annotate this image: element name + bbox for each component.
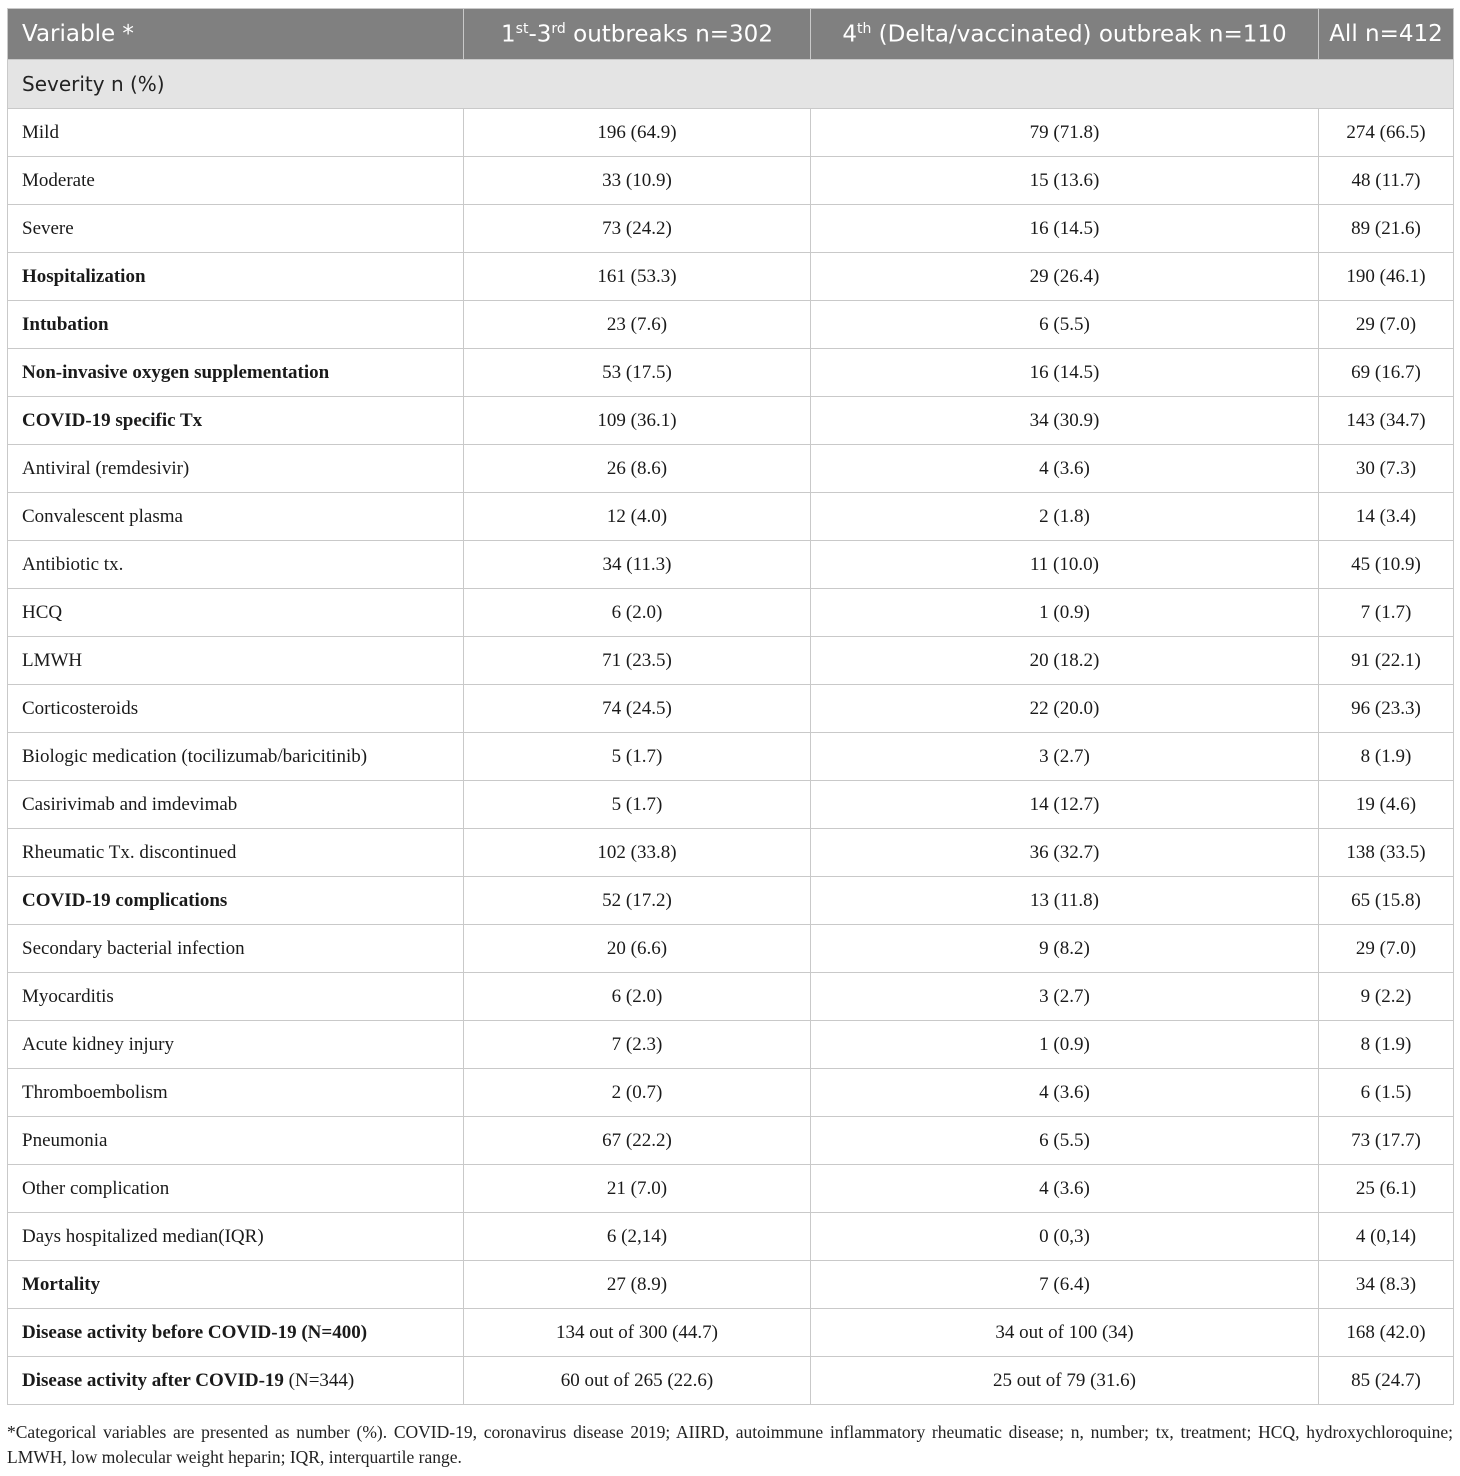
row-label: Disease activity before COVID-19 (N=400) <box>8 1309 464 1357</box>
table-row <box>8 925 1454 973</box>
cell-outbreak-4: 15 (13.6) <box>811 157 1319 205</box>
row-label: Antiviral (remdesivir) <box>8 445 464 493</box>
results-table-container <box>7 8 1453 1405</box>
cell-all: 6 (1.5) <box>1319 1069 1454 1117</box>
row-label: HCQ <box>8 589 464 637</box>
row-label: Convalescent plasma <box>8 493 464 541</box>
cell-outbreak-4: 1 (0.9) <box>811 1021 1319 1069</box>
cell-outbreaks-1-3: 6 (2.0) <box>464 589 811 637</box>
cell-all: 190 (46.1) <box>1319 253 1454 301</box>
table-footnote: *Categorical variables are presented as number (%). COVID-19, coronavirus disease 2019; AIIRD, autoimmune inflammatory rheumatic disease; n, number; tx, treatment; HCQ, hydroxychloroquine; LMWH, low molecular weight heparin; IQR, interquartile range. <box>7 1422 1453 1467</box>
header-outbreak-4: 4th (Delta/vaccinated) outbreak n=110 <box>811 9 1319 60</box>
cell-all: 9 (2.2) <box>1319 973 1454 1021</box>
row-label-suffix: (N=344) <box>283 1369 355 1391</box>
section-label: Severity n (%) <box>8 60 1454 109</box>
cell-outbreak-4: 11 (10.0) <box>811 541 1319 589</box>
cell-all: 48 (11.7) <box>1319 157 1454 205</box>
table-row <box>8 781 1454 829</box>
table-row <box>8 829 1454 877</box>
table-header-row <box>8 9 1454 60</box>
row-label: Casirivimab and imdevimab <box>8 781 464 829</box>
cell-outbreak-4: 22 (20.0) <box>811 685 1319 733</box>
cell-all: 29 (7.0) <box>1319 301 1454 349</box>
cell-all: 8 (1.9) <box>1319 1021 1454 1069</box>
cell-outbreaks-1-3: 6 (2.0) <box>464 973 811 1021</box>
cell-outbreaks-1-3: 2 (0.7) <box>464 1069 811 1117</box>
table-row <box>8 397 1454 445</box>
table-row <box>8 205 1454 253</box>
cell-all: 29 (7.0) <box>1319 925 1454 973</box>
cell-all: 138 (33.5) <box>1319 829 1454 877</box>
row-label: Pneumonia <box>8 1117 464 1165</box>
cell-outbreaks-1-3: 74 (24.5) <box>464 685 811 733</box>
table-row <box>8 445 1454 493</box>
cell-outbreak-4: 25 out of 79 (31.6) <box>811 1357 1319 1405</box>
table-row <box>8 637 1454 685</box>
row-label: Days hospitalized median(IQR) <box>8 1213 464 1261</box>
cell-outbreaks-1-3: 73 (24.2) <box>464 205 811 253</box>
header-all: All n=412 <box>1319 9 1454 60</box>
cell-all: 30 (7.3) <box>1319 445 1454 493</box>
row-label: Thromboembolism <box>8 1069 464 1117</box>
row-label: COVID-19 specific Tx <box>8 397 464 445</box>
cell-outbreaks-1-3: 5 (1.7) <box>464 733 811 781</box>
cell-outbreaks-1-3: 196 (64.9) <box>464 109 811 157</box>
cell-outbreaks-1-3: 34 (11.3) <box>464 541 811 589</box>
row-label: Antibiotic tx. <box>8 541 464 589</box>
cell-all: 25 (6.1) <box>1319 1165 1454 1213</box>
cell-outbreak-4: 20 (18.2) <box>811 637 1319 685</box>
cell-outbreaks-1-3: 7 (2.3) <box>464 1021 811 1069</box>
table-row <box>8 253 1454 301</box>
table-row <box>8 1021 1454 1069</box>
row-label: Hospitalization <box>8 253 464 301</box>
cell-all: 143 (34.7) <box>1319 397 1454 445</box>
cell-outbreaks-1-3: 5 (1.7) <box>464 781 811 829</box>
cell-all: 73 (17.7) <box>1319 1117 1454 1165</box>
cell-outbreaks-1-3: 20 (6.6) <box>464 925 811 973</box>
cell-outbreaks-1-3: 67 (22.2) <box>464 1117 811 1165</box>
table-row <box>8 973 1454 1021</box>
cell-outbreak-4: 16 (14.5) <box>811 349 1319 397</box>
table-row <box>8 1261 1454 1309</box>
table-row <box>8 493 1454 541</box>
cell-outbreaks-1-3: 33 (10.9) <box>464 157 811 205</box>
row-label: Myocarditis <box>8 973 464 1021</box>
row-label-text: Disease activity after COVID-19 <box>22 1369 284 1391</box>
cell-outbreaks-1-3: 6 (2,14) <box>464 1213 811 1261</box>
table-row <box>8 685 1454 733</box>
cell-outbreaks-1-3: 134 out of 300 (44.7) <box>464 1309 811 1357</box>
row-label: Corticosteroids <box>8 685 464 733</box>
cell-all: 45 (10.9) <box>1319 541 1454 589</box>
section-row-severity <box>8 60 1454 109</box>
cell-outbreaks-1-3: 21 (7.0) <box>464 1165 811 1213</box>
row-label: Acute kidney injury <box>8 1021 464 1069</box>
table-row <box>8 1357 1454 1405</box>
table-row <box>8 1117 1454 1165</box>
cell-outbreaks-1-3: 26 (8.6) <box>464 445 811 493</box>
cell-all: 89 (21.6) <box>1319 205 1454 253</box>
cell-outbreak-4: 3 (2.7) <box>811 733 1319 781</box>
cell-outbreaks-1-3: 109 (36.1) <box>464 397 811 445</box>
header-outbreaks-1-3: 1st-3rd outbreaks n=302 <box>464 9 811 60</box>
cell-outbreak-4: 6 (5.5) <box>811 301 1319 349</box>
table-row <box>8 1309 1454 1357</box>
table-row <box>8 877 1454 925</box>
cell-outbreaks-1-3: 161 (53.3) <box>464 253 811 301</box>
cell-outbreaks-1-3: 27 (8.9) <box>464 1261 811 1309</box>
cell-all: 85 (24.7) <box>1319 1357 1454 1405</box>
table-row <box>8 541 1454 589</box>
table-row <box>8 349 1454 397</box>
cell-outbreak-4: 9 (8.2) <box>811 925 1319 973</box>
cell-outbreak-4: 3 (2.7) <box>811 973 1319 1021</box>
cell-outbreaks-1-3: 52 (17.2) <box>464 877 811 925</box>
table-row <box>8 157 1454 205</box>
cell-outbreaks-1-3: 12 (4.0) <box>464 493 811 541</box>
results-table <box>7 8 1454 1405</box>
cell-outbreak-4: 1 (0.9) <box>811 589 1319 637</box>
table-row <box>8 1213 1454 1261</box>
row-label: Intubation <box>8 301 464 349</box>
cell-outbreak-4: 4 (3.6) <box>811 1069 1319 1117</box>
cell-all: 274 (66.5) <box>1319 109 1454 157</box>
cell-outbreaks-1-3: 23 (7.6) <box>464 301 811 349</box>
cell-all: 34 (8.3) <box>1319 1261 1454 1309</box>
cell-outbreak-4: 4 (3.6) <box>811 445 1319 493</box>
cell-outbreaks-1-3: 71 (23.5) <box>464 637 811 685</box>
row-label <box>8 1357 464 1405</box>
table-row <box>8 589 1454 637</box>
cell-all: 19 (4.6) <box>1319 781 1454 829</box>
row-label: Mortality <box>8 1261 464 1309</box>
cell-outbreak-4: 4 (3.6) <box>811 1165 1319 1213</box>
row-label: Moderate <box>8 157 464 205</box>
cell-outbreaks-1-3: 53 (17.5) <box>464 349 811 397</box>
cell-all: 4 (0,14) <box>1319 1213 1454 1261</box>
cell-all: 14 (3.4) <box>1319 493 1454 541</box>
row-label: Severe <box>8 205 464 253</box>
row-label: COVID-19 complications <box>8 877 464 925</box>
cell-all: 7 (1.7) <box>1319 589 1454 637</box>
row-label: Secondary bacterial infection <box>8 925 464 973</box>
cell-outbreak-4: 0 (0,3) <box>811 1213 1319 1261</box>
cell-outbreak-4: 14 (12.7) <box>811 781 1319 829</box>
cell-all: 168 (42.0) <box>1319 1309 1454 1357</box>
row-label: Mild <box>8 109 464 157</box>
cell-outbreak-4: 7 (6.4) <box>811 1261 1319 1309</box>
cell-outbreak-4: 34 out of 100 (34) <box>811 1309 1319 1357</box>
cell-outbreak-4: 79 (71.8) <box>811 109 1319 157</box>
cell-outbreak-4: 13 (11.8) <box>811 877 1319 925</box>
table-row <box>8 733 1454 781</box>
cell-all: 65 (15.8) <box>1319 877 1454 925</box>
cell-outbreaks-1-3: 102 (33.8) <box>464 829 811 877</box>
table-row <box>8 109 1454 157</box>
cell-outbreak-4: 2 (1.8) <box>811 493 1319 541</box>
cell-outbreak-4: 36 (32.7) <box>811 829 1319 877</box>
cell-all: 96 (23.3) <box>1319 685 1454 733</box>
row-label: Rheumatic Tx. discontinued <box>8 829 464 877</box>
cell-outbreak-4: 34 (30.9) <box>811 397 1319 445</box>
cell-all: 69 (16.7) <box>1319 349 1454 397</box>
table-row <box>8 301 1454 349</box>
cell-outbreak-4: 6 (5.5) <box>811 1117 1319 1165</box>
cell-all: 91 (22.1) <box>1319 637 1454 685</box>
header-variable: Variable * <box>8 9 464 60</box>
cell-outbreaks-1-3: 60 out of 265 (22.6) <box>464 1357 811 1405</box>
row-label: Biologic medication (tocilizumab/baricitinib) <box>8 733 464 781</box>
table-row <box>8 1069 1454 1117</box>
row-label: LMWH <box>8 637 464 685</box>
row-label: Other complication <box>8 1165 464 1213</box>
cell-all: 8 (1.9) <box>1319 733 1454 781</box>
cell-outbreak-4: 29 (26.4) <box>811 253 1319 301</box>
table-row <box>8 1165 1454 1213</box>
row-label: Non-invasive oxygen supplementation <box>8 349 464 397</box>
cell-outbreak-4: 16 (14.5) <box>811 205 1319 253</box>
